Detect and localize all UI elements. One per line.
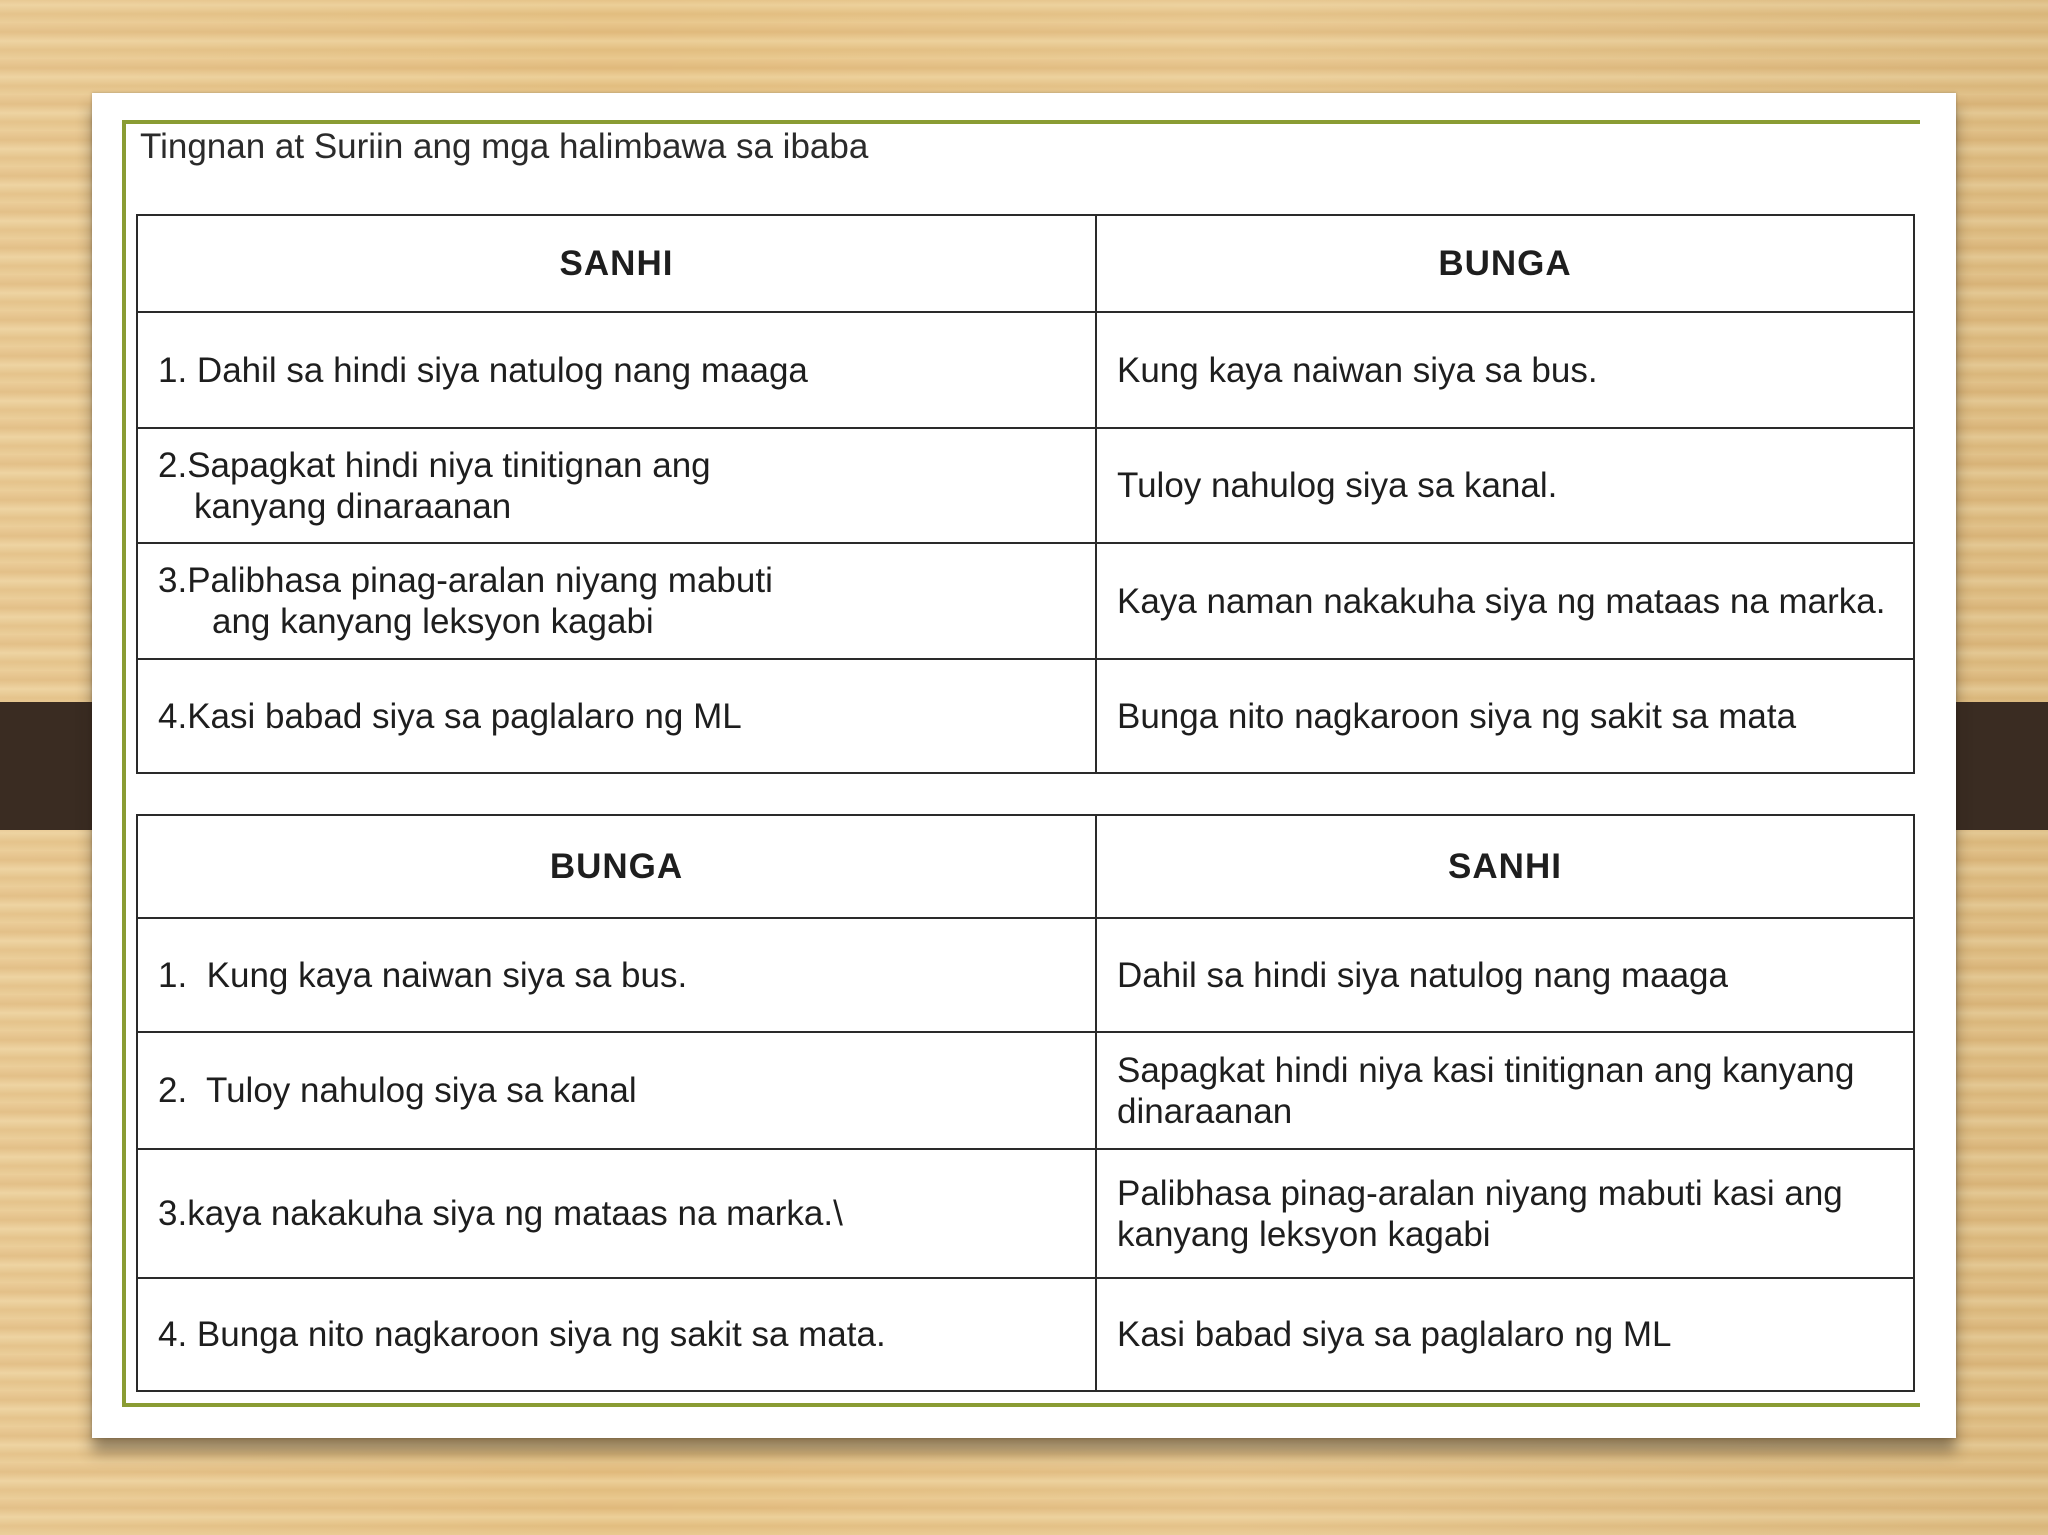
cell-bunga: 2. Tuloy nahulog siya sa kanal xyxy=(137,1032,1096,1149)
intro-text: Tingnan at Suriin ang mga halimbawa sa ibaba xyxy=(140,127,869,166)
header-bunga: BUNGA xyxy=(137,815,1096,918)
table-row xyxy=(137,659,1914,773)
cell-bunga: 3.kaya nakakuha siya ng mataas na marka.\ xyxy=(137,1149,1096,1278)
table-header-row xyxy=(137,815,1914,918)
cell-bunga: 1. Kung kaya naiwan siya sa bus. xyxy=(137,918,1096,1032)
slide-card xyxy=(92,93,1956,1438)
table-row xyxy=(137,543,1914,659)
header-sanhi: SANHI xyxy=(137,215,1096,312)
table-row xyxy=(137,1149,1914,1278)
cell-sanhi xyxy=(137,543,1096,659)
table-row xyxy=(137,428,1914,543)
bunga-sanhi-table xyxy=(136,814,1915,1392)
cell-line: ang kanyang leksyon kagabi xyxy=(212,602,654,641)
cell-sanhi: Dahil sa hindi siya natulog nang maaga xyxy=(1096,918,1914,1032)
cell-line: 2.Sapagkat hindi niya tinitignan ang xyxy=(158,445,711,485)
cell-bunga: 4. Bunga nito nagkaroon siya ng sakit sa mata. xyxy=(137,1278,1096,1391)
cell-bunga: Kung kaya naiwan siya sa bus. xyxy=(1096,312,1914,428)
cell-line: kanyang dinaraanan xyxy=(194,486,512,526)
table-header-row xyxy=(137,215,1914,312)
cell-bunga: Bunga nito nagkaroon siya ng sakit sa mata xyxy=(1096,659,1914,773)
cell-sanhi: 1. Dahil sa hindi siya natulog nang maaga xyxy=(137,312,1096,428)
cell-sanhi: 4.Kasi babad siya sa paglalaro ng ML xyxy=(137,659,1096,773)
cell-sanhi xyxy=(137,428,1096,543)
cell-line: 3.Palibhasa pinag-aralan niyang mabuti xyxy=(158,561,773,600)
cell-sanhi: Kasi babad siya sa paglalaro ng ML xyxy=(1096,1278,1914,1391)
cell-sanhi: Sapagkat hindi niya kasi tinitignan ang kanyang dinaraanan xyxy=(1096,1032,1914,1149)
table-row xyxy=(137,918,1914,1032)
cell-sanhi: Palibhasa pinag-aralan niyang mabuti kasi ang kanyang leksyon kagabi xyxy=(1096,1149,1914,1278)
sanhi-bunga-table xyxy=(136,214,1915,774)
table-row xyxy=(137,1278,1914,1391)
header-sanhi: SANHI xyxy=(1096,815,1914,918)
cell-bunga: Tuloy nahulog siya sa kanal. xyxy=(1096,428,1914,543)
cell-bunga: Kaya naman nakakuha siya ng mataas na marka. xyxy=(1096,543,1914,659)
header-bunga: BUNGA xyxy=(1096,215,1914,312)
table-row xyxy=(137,1032,1914,1149)
table-row xyxy=(137,312,1914,428)
